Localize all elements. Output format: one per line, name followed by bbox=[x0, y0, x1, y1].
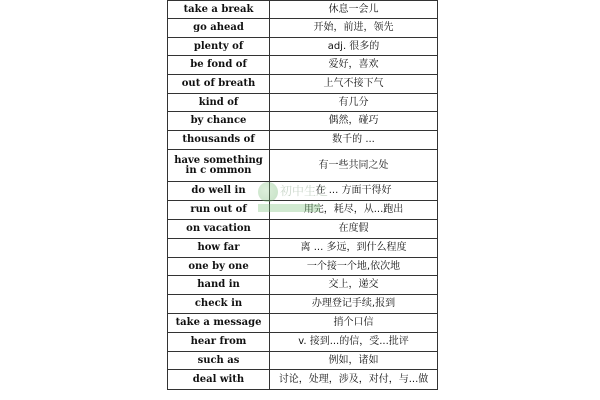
table-row bbox=[168, 239, 438, 258]
chinese-meaning: v. 接到...的信，受...批评 bbox=[270, 333, 438, 352]
english-phrase: by chance bbox=[168, 112, 270, 131]
english-phrase: have something in c ommon bbox=[168, 150, 270, 182]
table-row bbox=[168, 370, 438, 390]
chinese-meaning: 讨论，处理，涉及，对付，与...做 bbox=[270, 370, 438, 390]
vocabulary-table bbox=[167, 0, 438, 390]
chinese-meaning: 有几分 bbox=[270, 94, 438, 112]
english-phrase: deal with bbox=[168, 370, 270, 390]
english-phrase: kind of bbox=[168, 94, 270, 112]
watermark-text: 初中生之 bbox=[280, 184, 329, 198]
english-phrase: plenty of bbox=[168, 38, 270, 56]
english-phrase: run out of bbox=[168, 201, 270, 220]
table-row bbox=[168, 112, 438, 131]
chinese-meaning: 离 ... 多远，到什么程度 bbox=[270, 239, 438, 258]
english-phrase: thousands of bbox=[168, 131, 270, 150]
table-row bbox=[168, 38, 438, 56]
chinese-meaning: 休息一会儿 bbox=[270, 1, 438, 19]
table-row bbox=[168, 1, 438, 19]
table-row bbox=[168, 258, 438, 276]
english-phrase: hand in bbox=[168, 276, 270, 295]
vocabulary-table-body bbox=[168, 1, 438, 390]
english-phrase: do well in bbox=[168, 182, 270, 201]
table-row bbox=[168, 295, 438, 314]
chinese-meaning: 有一些共同之处 bbox=[270, 150, 438, 182]
english-phrase: be fond of bbox=[168, 56, 270, 75]
table-row bbox=[168, 352, 438, 370]
chinese-meaning: 例如，诸如 bbox=[270, 352, 438, 370]
table-row bbox=[168, 314, 438, 333]
english-phrase: out of breath bbox=[168, 75, 270, 94]
chinese-meaning: 交上，递交 bbox=[270, 276, 438, 295]
english-phrase: one by one bbox=[168, 258, 270, 276]
table-row bbox=[168, 19, 438, 38]
table-row bbox=[168, 276, 438, 295]
chinese-meaning: 捎个口信 bbox=[270, 314, 438, 333]
english-phrase: take a message bbox=[168, 314, 270, 333]
chinese-meaning: 在 ... 方面干得好 bbox=[270, 182, 438, 201]
english-phrase: how far bbox=[168, 239, 270, 258]
table-row bbox=[168, 75, 438, 94]
chinese-meaning: 开始，前进，领先 bbox=[270, 19, 438, 38]
table-row bbox=[168, 150, 438, 182]
english-phrase: take a break bbox=[168, 1, 270, 19]
table-row bbox=[168, 94, 438, 112]
chinese-meaning: 爱好，喜欢 bbox=[270, 56, 438, 75]
table-row bbox=[168, 220, 438, 239]
chinese-meaning: 用完，耗尽，从...跑出 bbox=[270, 201, 438, 220]
chinese-meaning: 偶然，碰巧 bbox=[270, 112, 438, 131]
english-phrase: check in bbox=[168, 295, 270, 314]
table-row bbox=[168, 201, 438, 220]
chinese-meaning: 一个接一个地,依次地 bbox=[270, 258, 438, 276]
english-phrase: on vacation bbox=[168, 220, 270, 239]
table-row bbox=[168, 182, 438, 201]
chinese-meaning: 数千的 ... bbox=[270, 131, 438, 150]
english-phrase: hear from bbox=[168, 333, 270, 352]
chinese-meaning: 办理登记手续,报到 bbox=[270, 295, 438, 314]
english-phrase: such as bbox=[168, 352, 270, 370]
table-row bbox=[168, 56, 438, 75]
chinese-meaning: 上气不接下气 bbox=[270, 75, 438, 94]
english-phrase: go ahead bbox=[168, 19, 270, 38]
table-row bbox=[168, 333, 438, 352]
chinese-meaning: adj. 很多的 bbox=[270, 38, 438, 56]
table-row bbox=[168, 131, 438, 150]
chinese-meaning: 在度假 bbox=[270, 220, 438, 239]
